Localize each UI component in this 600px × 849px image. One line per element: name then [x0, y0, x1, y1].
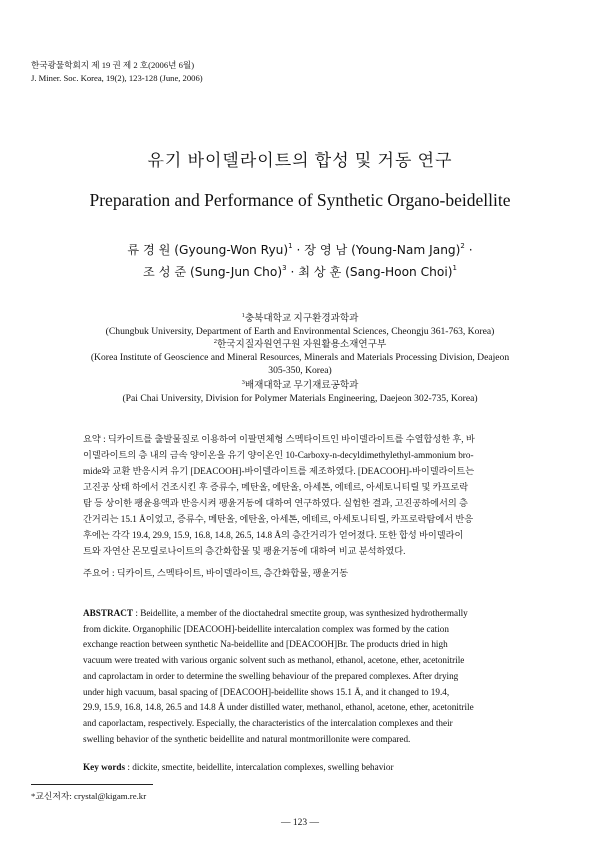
abstract-en-line: under high vacuum, basal spacing of [DEACOOH]-beidellite shows 15.1 Å, and it changed to 19.4, [83, 686, 450, 697]
abstract-ko-line: 탐 등 상이한 팽윤용액과 반응시켜 팽윤거동에 대하여 연구하였다. 실험한 결과, 고진공하에서의 층 [83, 498, 468, 508]
abstract-ko-line: mide와 교환 반응시켜 유기 [DEACOOH]-바이델라이트를 제조하였다. [DEACOOH]-바이델라이트는 [83, 466, 475, 476]
abstract-en-text: : Beidellite, a member of the dioctahedral smectite group, was synthesized hydrothermally [133, 608, 468, 618]
abstract-en-label: ABSTRACT [83, 608, 134, 618]
author-separator: · [468, 243, 473, 257]
author-name: 류 경 원 (Gyoung-Won Ryu) [127, 243, 289, 257]
abstract-english [83, 606, 520, 747]
abstract-ko-line: 이델라이트의 층 내의 금속 양이온을 유기 양이온인 10-Carboxy-n-decyldimethylethyl-ammonium bro- [83, 450, 474, 460]
affiliation-2 [0, 335, 600, 377]
affil-ko-text: 배재대학교 무기재료공학과 [244, 380, 359, 391]
abstract-ko-line: 고진공 상태 하에서 건조시킨 후 증류수, 메탄올, 에탄올, 아세톤, 에테르, 아세토니티릴 및 카프로락 [83, 482, 469, 492]
page-number: — 123 — [281, 818, 319, 828]
affil-ko-text: 충북대학교 지구환경과학과 [244, 313, 359, 324]
author-name: 최 상 훈 (Sang-Hoon Choi) [298, 265, 453, 279]
affiliation-en: (Korea Institute of Geoscience and Mineral Resources, Minerals and Materials Processing Division, Deajeon [90, 352, 510, 363]
abstract-ko-line [83, 431, 520, 447]
footnote-corresponding: *교신저자: crystal@kigam.re.kr [31, 791, 147, 801]
affiliation-ko [0, 309, 600, 325]
author-affil-sup: 1 [288, 242, 293, 250]
abstract-en-line: vacuum were treated with various organic solvent such as methanol, ethanol, acetone, ether, acetonitrile [83, 655, 465, 666]
title-korean: 유기 바이델라이트의 합성 및 거동 연구 [147, 151, 453, 170]
keywords-en-text: : dickite, smectite, beidellite, intercalation complexes, swelling behavior [125, 762, 394, 772]
keywords-english [83, 760, 520, 774]
affiliation-ko [0, 376, 600, 392]
affiliation-en-cont: 305-350, Korea) [268, 365, 332, 376]
author-separator: · [290, 265, 295, 279]
affiliation-1 [0, 309, 600, 338]
keywords-korean [83, 566, 520, 580]
author-affil-sup: 3 [282, 264, 287, 272]
abstract-korean [83, 431, 520, 559]
authors-line-2 [0, 263, 600, 280]
journal-header-ko: 한국광물학회지 제 19 권 제 2 호(2006년 6월) [31, 60, 195, 70]
affiliation-en: (Pai Chai University, Division for Polymer Materials Engineering, Daejeon 302-735, Korea) [122, 393, 478, 404]
abstract-ko-label: 요약 [83, 434, 101, 444]
abstract-ko-line: 후에는 각각 19.4, 29.9, 15.9, 16.8, 14.8, 26.5, 14.8 Å의 층간거리가 얻어졌다. 또한 합성 바이델라이 [83, 530, 464, 540]
abstract-en-line: exchange reaction between synthetic Na-beidellite and [DEACOOH]Br. The products dried in high [83, 639, 448, 650]
affiliation-ko [0, 335, 600, 351]
title-english: Preparation and Performance of Synthetic Organo-beidellite [89, 190, 511, 210]
footnote-rule [31, 784, 153, 785]
affil-sup: 3 [241, 379, 245, 386]
abstract-ko-line: 간거리는 15.1 Å이었고, 증류수, 메탄올, 에탄올, 아세톤, 에테르, 아세토니티릴, 카프로락탐에서 반응 [83, 514, 474, 524]
abstract-ko-line: 트와 자연산 몬모릴로나이트의 층간화합물 및 팽윤거동에 대하여 비교 분석하였다. [83, 546, 406, 556]
author-name: 조 성 준 (Sung-Jun Cho) [143, 265, 283, 279]
journal-header-en: J. Miner. Soc. Korea, 19(2), 123-128 (June, 2006) [31, 73, 203, 83]
affil-sup: 2 [213, 338, 218, 345]
author-separator: · [296, 243, 301, 257]
affil-ko-text: 한국지질자원연구원 자원활용소재연구부 [217, 339, 387, 350]
abstract-en-line [83, 606, 520, 622]
abstract-ko-text: : 딕카이트를 출발물질로 이용하여 이팔면체형 스멕타이트인 바이델라이트를 수열합성한 후, 바 [100, 434, 475, 444]
affiliation-3 [0, 376, 600, 405]
abstract-en-line: 29.9, 15.9, 16.8, 14.8, 26.5 and 14.8 Å under distilled water, methanol, ethanol, acetone, ether, acetonitrile [83, 702, 474, 713]
abstract-en-line: swelling behavior of the synthetic beidellite and natural montmorillonite were compared. [83, 733, 411, 744]
keywords-en-label: Key words [83, 762, 126, 772]
affil-sup: 1 [241, 312, 245, 319]
abstract-en-line: and caprolactam in order to determine the swelling behaviour of the prepared complexes. After drying [83, 670, 459, 681]
authors-line-1 [0, 241, 600, 258]
author-name: 장 영 남 (Young-Nam Jang) [304, 243, 461, 257]
abstract-en-line: and caporlactam, respectively. Especially, the characteristics of the intercalation complexes and their [83, 717, 453, 728]
author-affil-sup: 1 [452, 264, 457, 272]
author-affil-sup: 2 [460, 242, 465, 250]
keywords-ko-label: 주요어 [83, 568, 110, 578]
abstract-en-line: from dickite. Organophilic [DEACOOH]-beidellite intercalation complex was formed by the cation [83, 623, 449, 634]
keywords-ko-text: : 딕카이트, 스멕타이트, 바이델라이트, 층간화합물, 팽윤거동 [109, 568, 349, 578]
affiliation-en: (Chungbuk University, Department of Earth and Environmental Sciences, Cheongju 361-763, Korea) [105, 326, 495, 337]
